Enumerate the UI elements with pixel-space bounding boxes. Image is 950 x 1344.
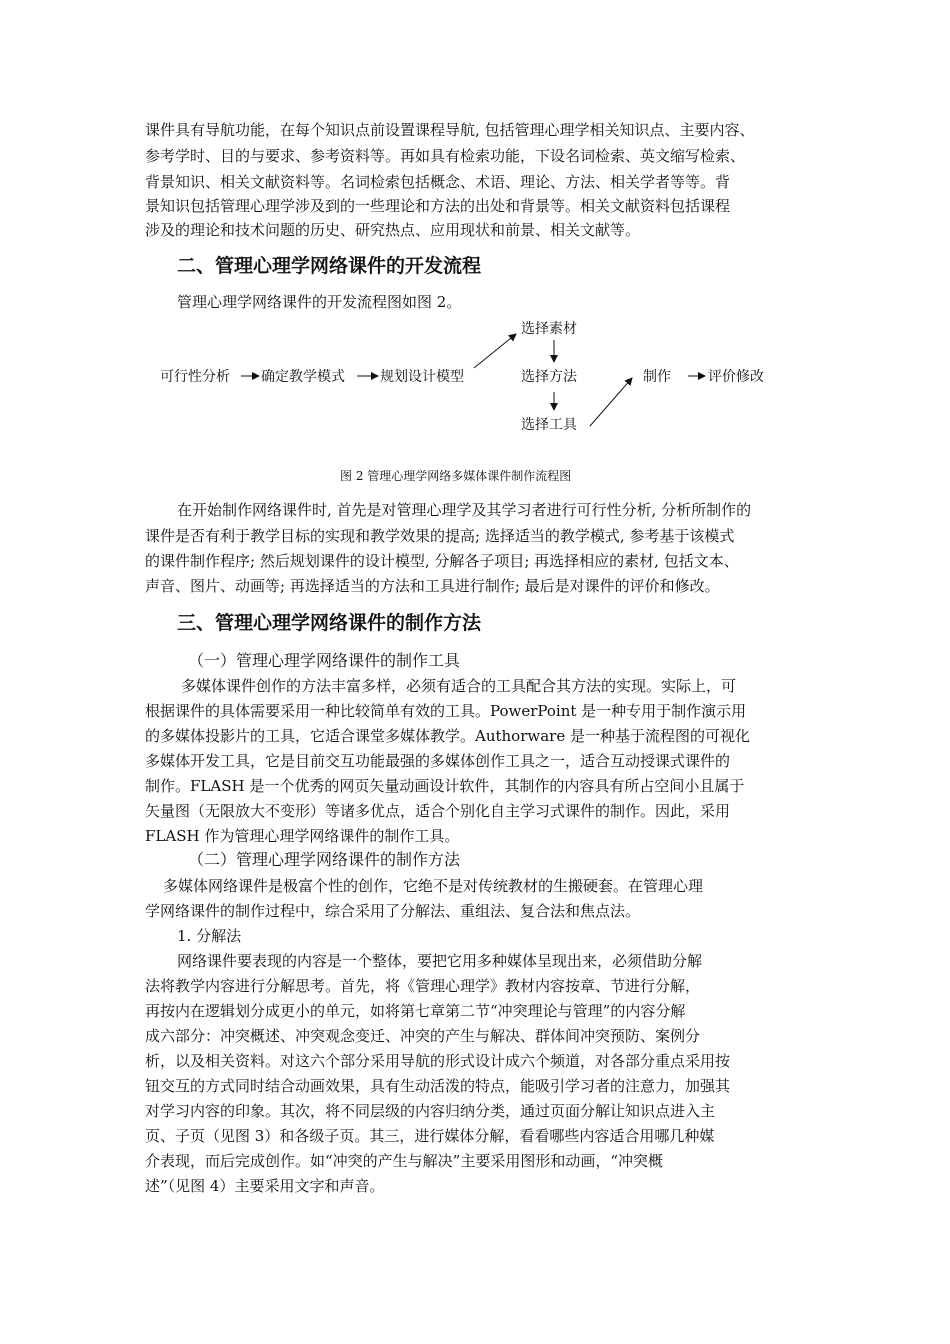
subsection-tools-heading: （一）管理心理学网络课件的制作工具	[188, 651, 461, 670]
decomposition-para-line: 析，以及相关资料。对这六个部分采用导航的形式设计成六个频道，对各部分重点采用按	[145, 1052, 731, 1070]
flow-arrow	[474, 334, 516, 368]
section2-heading: 二、管理心理学网络课件的开发流程	[177, 255, 482, 277]
decomposition-para-line: 述”（见图 4）主要采用文字和声音。	[145, 1177, 385, 1195]
section2-para-line: 在开始制作网络课件时, 首先是对管理心理学及其学习者进行可行性分析, 分析所制作的	[177, 501, 752, 519]
subsection-methods-heading: （二）管理心理学网络课件的制作方法	[188, 850, 461, 869]
section2-para-line: 声音、图片、动画等; 再选择适当的方法和工具进行制作; 最后是对课件的评价和修改。	[145, 577, 720, 595]
tools-para-line: 制作。FLASH 是一个优秀的网页矢量动画设计软件，其制作的内容具有所占空间小且属于	[145, 777, 745, 795]
decomposition-para-line: 网络课件要表现的内容是一个整体，要把它用多种媒体呈现出来，必须借助分解	[177, 952, 703, 970]
flow-node-tools: 选择工具	[521, 417, 577, 433]
section2-para-line: 的课件制作程序; 然后规划课件的设计模型, 分解各子项目; 再选择相应的素材, 包括文本、	[145, 552, 739, 570]
flowchart	[0, 310, 950, 450]
tools-para-line: 根据课件的具体需要采用一种比较简单有效的工具。PowerPoint 是一种专用于制作演示用	[145, 702, 747, 720]
decomposition-para-line: 成六部分：冲突概述、冲突观念变迁、冲突的产生与解决、群体间冲突预防、案例分	[145, 1027, 701, 1045]
section2-para-line: 课件是否有利于教学目标的实现和教学效果的提高; 选择适当的教学模式, 参考基于该模式	[145, 527, 735, 545]
flow-node-feasibility: 可行性分析	[160, 369, 230, 385]
decomposition-para-line: 介表现，而后完成创作。如“冲突的产生与解决”主要采用图形和动画，“冲突概	[145, 1152, 664, 1170]
tools-para-line: 多媒体课件创作的方法丰富多样，必须有适合的工具配合其方法的实现。实际上，可	[181, 677, 737, 695]
item-decomposition-label: 1. 分解法	[177, 927, 242, 945]
flow-node-materials: 选择素材	[521, 321, 577, 337]
intro-line: 涉及的理论和技术问题的历史、研究热点、应用现状和前景、相关文献等。	[145, 221, 641, 239]
section3-heading: 三、管理心理学网络课件的制作方法	[177, 612, 482, 634]
section2-lead: 管理心理学网络课件的开发流程图如图 2。	[177, 293, 462, 311]
flow-arrow	[590, 378, 632, 426]
decomposition-para-line: 钮交互的方式同时结合动画效果，具有生动活泼的特点，能吸引学习者的注意力，加强其	[145, 1077, 731, 1095]
intro-line: 课件具有导航功能，在每个知识点前设置课程导航, 包括管理心理学相关知识点、主要内容、	[145, 121, 755, 139]
decomposition-para-line: 对学习内容的印象。其次，将不同层级的内容归纳分类，通过页面分解让知识点进入主	[145, 1102, 716, 1120]
tools-para-line: FLASH 作为管理心理学网络课件的制作工具。	[145, 827, 460, 845]
decomposition-para-line: 法将教学内容进行分解思考。首先，将《管理心理学》教材内容按章、节进行分解，	[145, 977, 701, 995]
methods-para-line: 学网络课件的制作过程中，综合采用了分解法、重组法、复合法和焦点法。	[145, 902, 641, 920]
methods-para-line: 多媒体网络课件是极富个性的创作，它绝不是对传统教材的生搬硬套。在管理心理	[163, 877, 704, 895]
flow-node-teaching-mode: 确定教学模式	[261, 369, 345, 385]
tools-para-line: 的多媒体投影片的工具，它适合课堂多媒体教学。Authorware 是一种基于流程图的可视化	[145, 727, 750, 745]
flow-node-methods: 选择方法	[521, 369, 577, 385]
intro-line: 参考学时、目的与要求、参考资料等。再如具有检索功能，下设名词检索、英文缩写检索、	[145, 147, 746, 165]
intro-line: 景知识包括管理心理学涉及到的一些理论和方法的出处和背景等。相关文献资料包括课程	[145, 197, 731, 215]
tools-para-line: 多媒体开发工具，它是目前交互功能最强的多媒体创作工具之一，适合互动授课式课件的	[145, 752, 731, 770]
flow-node-design-model: 规划设计模型	[380, 369, 464, 385]
decomposition-para-line: 页、子页（见图 3）和各级子页。其三，进行媒体分解，看看哪些内容适合用哪几种媒	[145, 1127, 715, 1145]
intro-line: 背景知识、相关文献资料等。名词检索包括概念、术语、理论、方法、相关学者等等。背	[145, 173, 731, 191]
flow-node-evaluation: 评价修改	[708, 369, 764, 385]
decomposition-para-line: 再按内在逻辑划分成更小的单元，如将第七章第二节“冲突理论与管理”的内容分解	[145, 1002, 686, 1020]
flow-node-production: 制作	[643, 369, 671, 385]
figure-caption: 图 2 管理心理学网络多媒体课件制作流程图	[340, 469, 572, 483]
tools-para-line: 矢量图（无限放大不变形）等诸多优点，适合个别化自主学习式课件的制作。因此，采用	[145, 802, 731, 820]
